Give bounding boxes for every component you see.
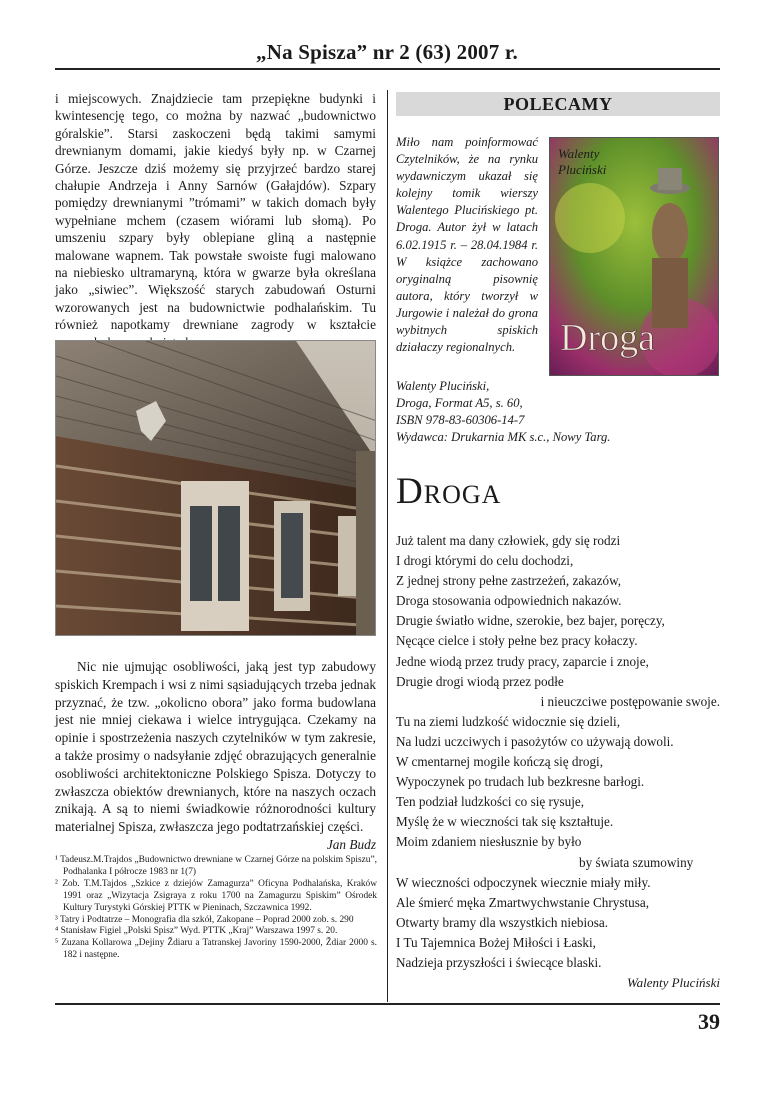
poem-line: Nęcące cielce i stoły pełne bez pracy kołaczy. [396, 633, 638, 649]
wooden-house-photo [55, 340, 376, 636]
cover-title: Droga [560, 317, 655, 359]
poem-line: Ale śmierć męka Zmartwychwstanie Chrystusa, [396, 894, 650, 910]
poem-line: Droga stosowania odpowiednich nakazów. [396, 593, 622, 609]
poem-title [396, 472, 501, 515]
book-detail-line: Walenty Pluciński, [396, 379, 490, 393]
cover-author-line2: Pluciński [558, 162, 607, 177]
poem-line: W wieczności odpoczynek wiecznie miały miły. [396, 874, 651, 890]
book-cover-image [549, 137, 719, 376]
page-number: 39 [698, 1009, 720, 1034]
poem-line: by świata szumowiny [579, 854, 694, 870]
footnote: ² Zob. T.M.Tajdos „Szkice z dziejów Zamagurza” Oficyna Podhalańska, Kraków 1991 oraz „Wizytacja Zsigraya z roku 1700 na Zamagurzu Spiskim” Ośrodek Kultury Turystyki Górskiej PTTK w Pieninach, Szczawnica 1992. [55, 878, 377, 913]
footer-rule [55, 1003, 720, 1005]
article-text-bottom [55, 658, 376, 854]
poem-title-rest: ROGA [423, 480, 502, 509]
footnote: ⁴ Stanisław Figiel „Polski Spisz” Wyd. PTTK „Kraj” Warszawa 1997 s. 20. [55, 926, 338, 937]
poem-line: Otwarty bramy dla wszystkich niebiosa. [396, 914, 609, 930]
column-divider [387, 90, 388, 1002]
footnote: ¹ Tadeusz.M.Trajdos „Budownictwo drewniane w Czarnej Górze na polskim Spiszu”, Podhalanka I półrocze 1983 nr 1(7) [55, 855, 377, 877]
poem-line: Na ludzi uczciwych i pasożytów co używają dowoli. [396, 733, 674, 749]
poem-line: Drugie drogi wiodą przez podłe [396, 673, 564, 689]
poem-line: Myślę że w wieczności tak się kształtuje. [396, 814, 614, 830]
book-cover-art [550, 138, 719, 376]
book-review-text [396, 134, 538, 356]
poem-line: I Tu Tajemnica Bożej Miłości i Łaski, [396, 934, 596, 950]
poem-text [396, 531, 720, 973]
footnote: ⁵ Zuzana Kollarowa „Dejiny Ždiaru a Tatranskej Javoriny 1590-2000, Ždiar 2000 s. 182 i następne. [55, 938, 377, 961]
poem-line: Z jednej strony pełne zastrzeżeń, zakazów, [396, 573, 622, 589]
footnotes [55, 855, 377, 962]
book-detail-line: ISBN 978-83-60306-14-7 [396, 413, 525, 428]
poem-line: Tu na ziemi ludzkość widocznie się dzieli, [396, 713, 621, 729]
poem-line: i nieuczciwe postępowanie swoje. [540, 693, 720, 709]
poem-line: I drogi którymi do celu dochodzi, [396, 553, 574, 569]
article-text-top [55, 90, 376, 351]
poem-line: Już talent ma dany człowiek, gdy się rodzi [396, 533, 621, 548]
footnote: ³ Tatry i Podtatrze – Monografia dla szkół, Zakopane – Poprad 2000 zob. s. 290 [55, 914, 354, 925]
poem-title-initial: D [396, 471, 424, 512]
poem-line: Jedne wiodą przez trudy pracy, zaparcie i znoje, [396, 653, 649, 669]
poem-line: Ten podział ludzkości co się rysuje, [396, 794, 585, 810]
poem-line: Wypoczynek po trudach lub bezkresne barłogi. [396, 774, 645, 790]
article-paragraph: i miejscowych. Znajdziecie tam przepiękne budynki i kwintesencję tego, co można by nazwać „budownictwo góralskie”. Starsi zaskoczeni będą takimi samymi drewnianym domami, jakie kiedyś były np. w Czarnej Górze. Jeszcze dziś możemy się przyjrzeć bardzo starej chałupie Andrzeja i Anny Sarnów (Gałajdów). Szpary pomiędzy drewnianymi ”trómami” w takich domach były wypełniane mchem (czasem wiórami lub słomą). Po umszeniu szpary były oblepiane gliną a następnie malowane wapnem. Tak powstałe swoiste fugi malowano na niebiesko ultramaryną, która w gwarze była określana jako „siwiec”. Większość starych zabudowań Osturni wzorowanych jest na budownictwie podhalańskim. Tu również napotkamy drewniane zagrody w kształcie [55, 91, 376, 333]
poem-line: Drugie światło widne, szerokie, bez bajer, poręczy, [396, 613, 665, 629]
poem-line: W cmentarnej mogile kończą się drogi, [396, 754, 604, 770]
book-detail-line: Droga, Format A5, s. 60, [396, 396, 523, 411]
poem-line: Moim zdaniem niesłusznie by było [396, 834, 582, 850]
cover-author-line1: Walenty [558, 146, 600, 161]
article-paragraph: Nic nie ujmując osobliwości, jaką jest typ zabudowy spiskich Krempach i wsi z nimi sąsiadujących trzeba jednak przyznać, że tzw. „okolicno obora” jako forma budowlana jest nie mniej ciekawa i wielce intrygująca. Czekamy na opinie i spostrzeżenia naszych czytelników w tym zakresie, a także prosimy o nadsyłanie zdjęć obrazujących generalnie osobliwości architektoniczne Polskiego Spisza. Dotyczy to zwłaszcza obiektów drewnianych, które na naszych oczach znikają. A są to niemi świadkowie różnorodności kultury materialnej Spisza, zwłaszcza jego podtatrzańskiej części. [55, 659, 376, 835]
poem-line: Nadzieja przyszłości i świecące blaski. [396, 954, 602, 970]
wooden-house-image [56, 341, 376, 636]
polecamy-title: POLECAMY [503, 94, 613, 114]
poem-author: Walenty Pluciński [626, 975, 720, 990]
book-details [396, 378, 720, 446]
header-rule [55, 68, 720, 70]
article-author: Jan Budz [326, 836, 376, 852]
book-detail-line: Wydawca: Drukarnia MK s.c., Nowy Targ. [396, 430, 611, 445]
page-header-title: „Na Spisza” nr 2 (63) 2007 r. [256, 40, 518, 64]
review-paragraph: Miło nam poinformować Czytelników, że na rynku wydawniczym ukazał się kolejny tomik wierszy Walentego Plucińskiego pt. Droga. Autor żył w latach 6.02.1915 r. – 28.04.1984 r. W książce zachowano oryginalną pisownię autora, który tworzył w Jurgowie i należał do grona wybitnych spiskich działaczy regionalnych. [396, 135, 538, 355]
